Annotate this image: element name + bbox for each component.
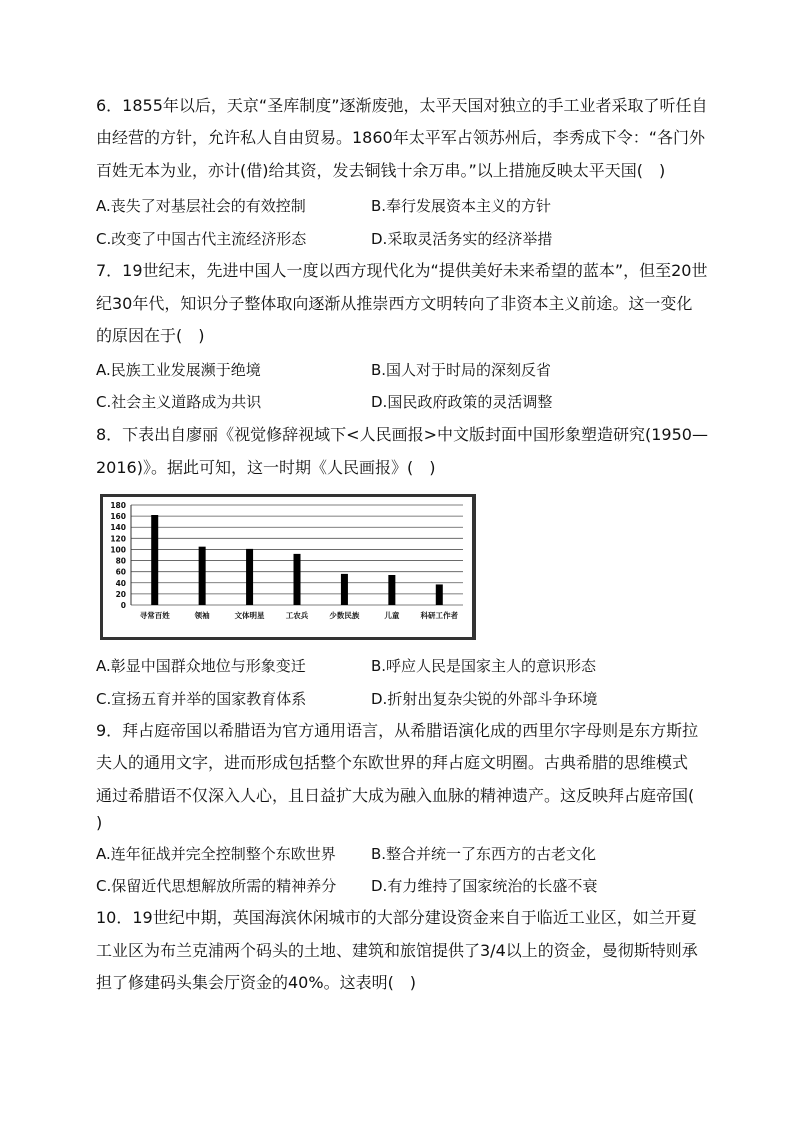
y-tick-label: 40 bbox=[115, 578, 126, 588]
bar-chart bbox=[103, 497, 472, 637]
y-tick-label: 100 bbox=[110, 545, 126, 555]
q7-stem-line-2: 纪30年代，知识分子整体取向逐渐从推崇西方文明转向了非资本主义前途。这一变化 bbox=[96, 294, 693, 313]
q9-stem-line-1: 9．拜占庭帝国以希腊语为官方通用语言，从希腊语演化成的西里尔字母则是东方斯拉 bbox=[96, 721, 699, 740]
q8-option-c: C.宣扬五育并举的国家教育体系 bbox=[96, 690, 307, 708]
y-tick-label: 20 bbox=[115, 589, 126, 599]
bar-chart-frame bbox=[100, 494, 476, 640]
q9-option-b: B.整合并统一了东西方的古老文化 bbox=[371, 845, 597, 863]
bar bbox=[294, 554, 301, 605]
q8-option-a: A.彰显中国群众地位与形象变迁 bbox=[96, 657, 306, 675]
q9-option-c: C.保留近代思想解放所需的精神养分 bbox=[96, 877, 337, 895]
q6-option-d: D.采取灵活务实的经济举措 bbox=[371, 230, 553, 248]
q8-stem-line-2: 2016)》。据此可知，这一时期《人民画报》( ) bbox=[96, 458, 436, 477]
y-tick-label: 80 bbox=[115, 556, 126, 566]
x-tick-label: 寻常百姓 bbox=[139, 611, 170, 620]
q8-option-b: B.呼应人民是国家主人的意识形态 bbox=[371, 657, 597, 675]
q7-option-c: C.社会主义道路成为共识 bbox=[96, 393, 262, 411]
y-tick-label: 120 bbox=[110, 534, 126, 544]
x-tick-label: 少数民族 bbox=[329, 611, 360, 620]
q9-stem-line-3: 通过希腊语不仅深入人心，且日益扩大成为融入血脉的精神遗产。这反映拜占庭帝国( bbox=[96, 786, 695, 805]
q10-stem-line-1: 10．19世纪中期，英国海滨休闲城市的大部分建设资金来自于临近工业区，如兰开夏 bbox=[96, 908, 697, 927]
bar bbox=[436, 584, 443, 605]
q9-stem-line-4: ) bbox=[96, 813, 103, 832]
q6-option-a: A.丧失了对基层社会的有效控制 bbox=[96, 197, 306, 215]
q6-option-c: C.改变了中国古代主流经济形态 bbox=[96, 230, 307, 248]
q6-stem-line-1: 6．1855年以后，天京“圣库制度”逐渐废弛，太平天国对独立的手工业者采取了听任自 bbox=[96, 96, 708, 115]
bar bbox=[246, 549, 253, 605]
bar bbox=[151, 515, 158, 605]
q7-option-b: B.国人对于时局的深刻反省 bbox=[371, 361, 552, 379]
x-tick-label: 文体明星 bbox=[234, 611, 265, 620]
q9-option-a: A.连年征战并完全控制整个东欧世界 bbox=[96, 845, 336, 863]
x-tick-label: 领袖 bbox=[194, 611, 210, 620]
y-tick-label: 0 bbox=[120, 601, 126, 610]
q9-option-d: D.有力维持了国家统治的长盛不衰 bbox=[371, 877, 598, 895]
bar bbox=[388, 575, 395, 605]
y-tick-label: 140 bbox=[110, 523, 126, 533]
q7-option-a: A.民族工业发展濒于绝境 bbox=[96, 361, 261, 379]
q6-stem-line-2: 由经营的方针，允许私人自由贸易。1860年太平军占领苏州后，李秀成下令：“各门外 bbox=[96, 128, 706, 147]
q8-stem-line-1: 8．下表出自廖丽《视觉修辞视域下<人民画报>中文版封面中国形象塑造研究(1950— bbox=[96, 425, 708, 444]
y-tick-label: 160 bbox=[110, 512, 126, 522]
q6-option-b: B.奉行发展资本主义的方针 bbox=[371, 197, 552, 215]
q7-stem-line-1: 7．19世纪末，先进中国人一度以西方现代化为“提供美好未来希望的蓝本”，但至20世 bbox=[96, 261, 708, 280]
q6-stem-line-3: 百姓无本为业，亦计(借)给其资，发去铜钱十余万串。”以上措施反映太平天国( ) bbox=[96, 161, 666, 180]
q8-option-d: D.折射出复杂尖锐的外部斗争环境 bbox=[371, 690, 598, 708]
q10-stem-line-3: 担了修建码头集会厅资金的40%。这表明( ) bbox=[96, 973, 417, 992]
q7-option-d: D.国民政府政策的灵活调整 bbox=[371, 393, 553, 411]
q9-stem-line-2: 夫人的通用文字，进而形成包括整个东欧世界的拜占庭文明圈。古典希腊的思维模式 bbox=[96, 753, 689, 772]
q10-stem-line-2: 工业区为布兰克浦两个码头的土地、建筑和旅馆提供了3/4以上的资金，曼彻斯特则承 bbox=[96, 941, 698, 960]
x-tick-label: 科研工作者 bbox=[420, 611, 459, 620]
bar bbox=[341, 574, 348, 605]
y-tick-label: 180 bbox=[110, 501, 126, 510]
x-tick-label: 儿童 bbox=[384, 611, 400, 620]
q7-stem-line-3: 的原因在于( ) bbox=[96, 326, 205, 345]
bar bbox=[199, 547, 206, 605]
x-tick-label: 工农兵 bbox=[285, 611, 309, 620]
y-tick-label: 60 bbox=[115, 567, 126, 577]
